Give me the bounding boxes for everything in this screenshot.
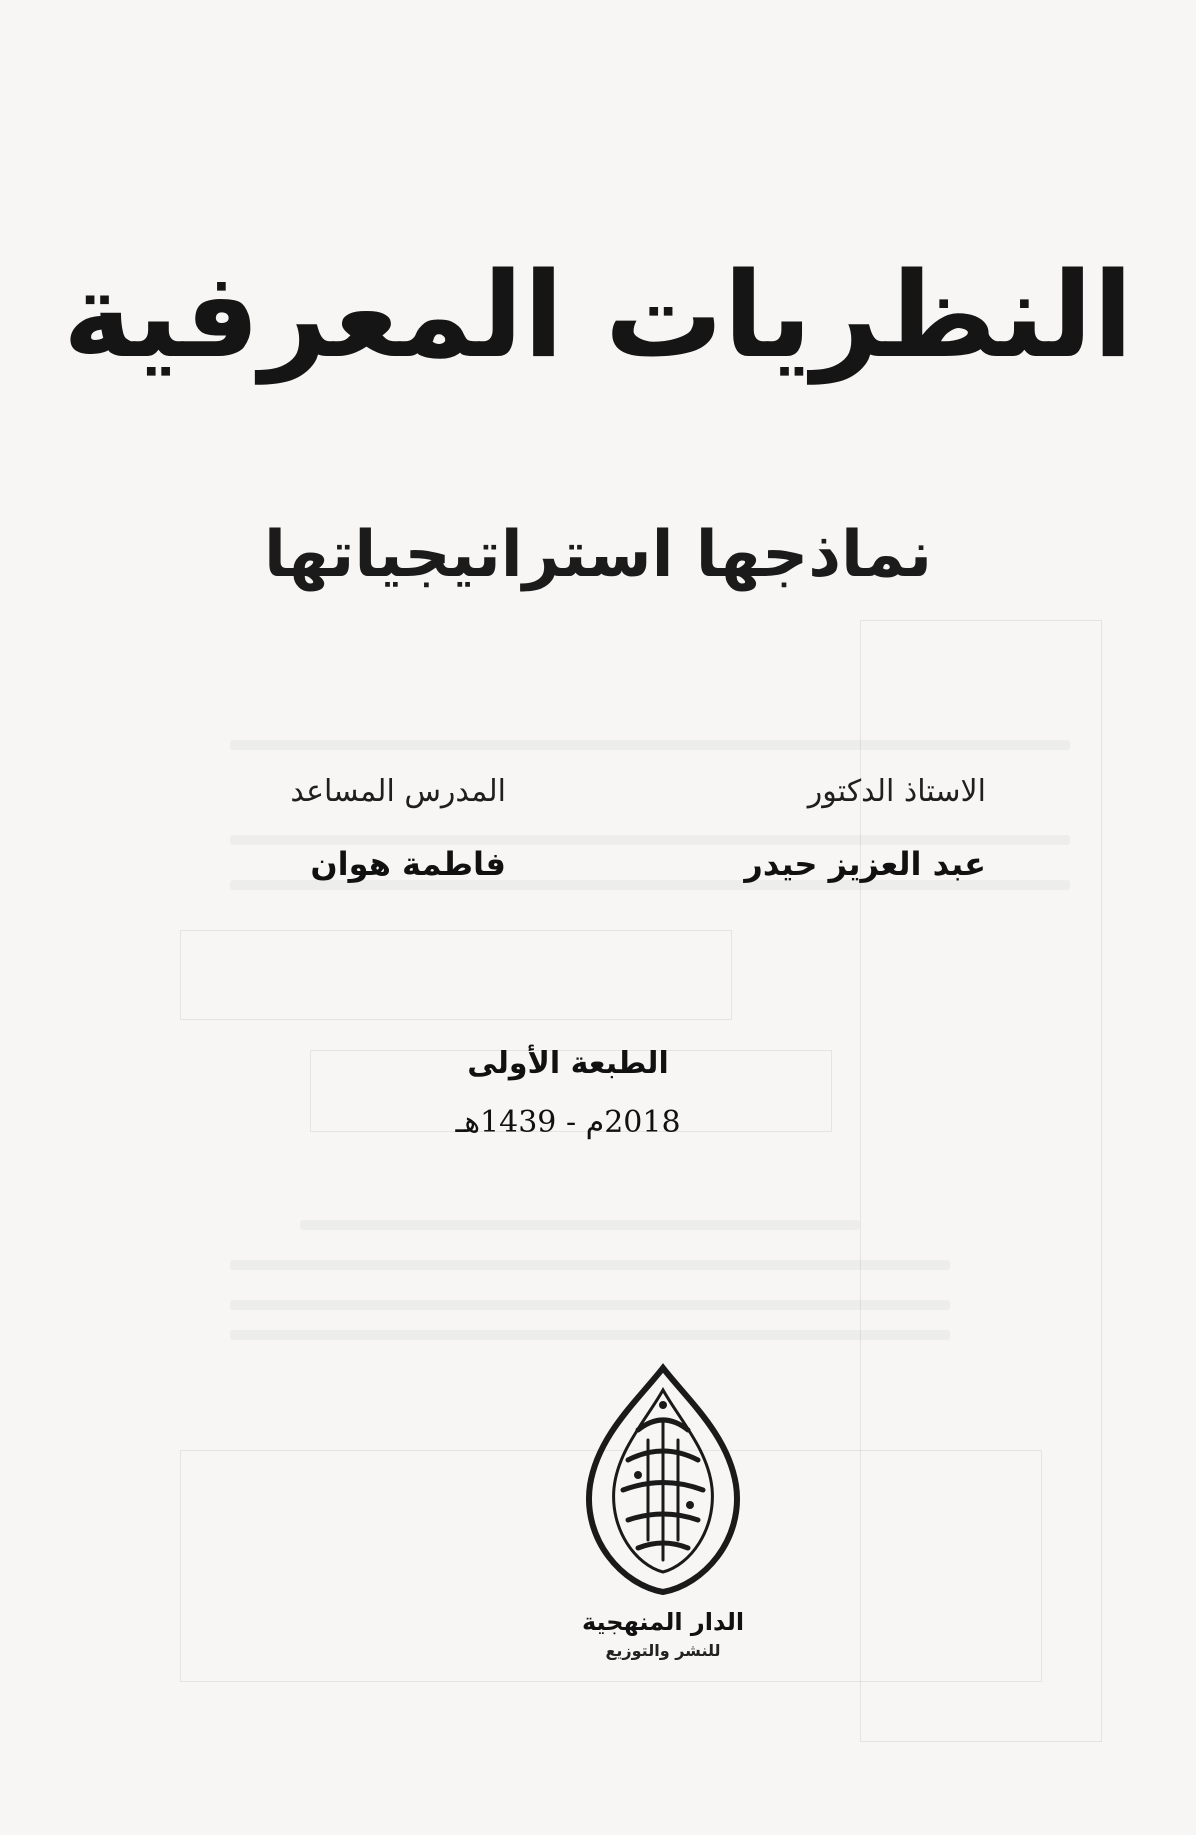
bleed-through-line [230,1330,950,1340]
bleed-through-line [300,1220,860,1230]
bleed-through-line [230,1300,950,1310]
publisher-tagline: للنشر والتوزيع [605,1641,721,1660]
bleed-through-line [230,1260,950,1270]
book-subtitle: نماذجها استراتيجياتها [264,518,932,592]
bleed-through-box [180,930,732,1020]
publisher-block [528,1605,798,1663]
publisher-calligraphy-logo-icon [568,1360,758,1600]
author-secondary [186,770,506,892]
author-role: المدرس المساعد [290,774,506,809]
book-title: النظريات المعرفية [62,246,1134,384]
author-role: الاستاذ الدكتور [807,774,986,809]
edition-block [0,1040,1196,1148]
edition-date: 2018م - 1439هـ [455,1105,681,1140]
publisher-name: الدار المنهجية [581,1608,745,1636]
edition-label: الطبعة الأولى [467,1046,669,1081]
author-primary [666,770,986,892]
author-name: فاطمة هوان [310,845,506,883]
author-name: عبد العزيز حيدر [744,845,986,883]
bleed-through-line [230,740,1070,750]
